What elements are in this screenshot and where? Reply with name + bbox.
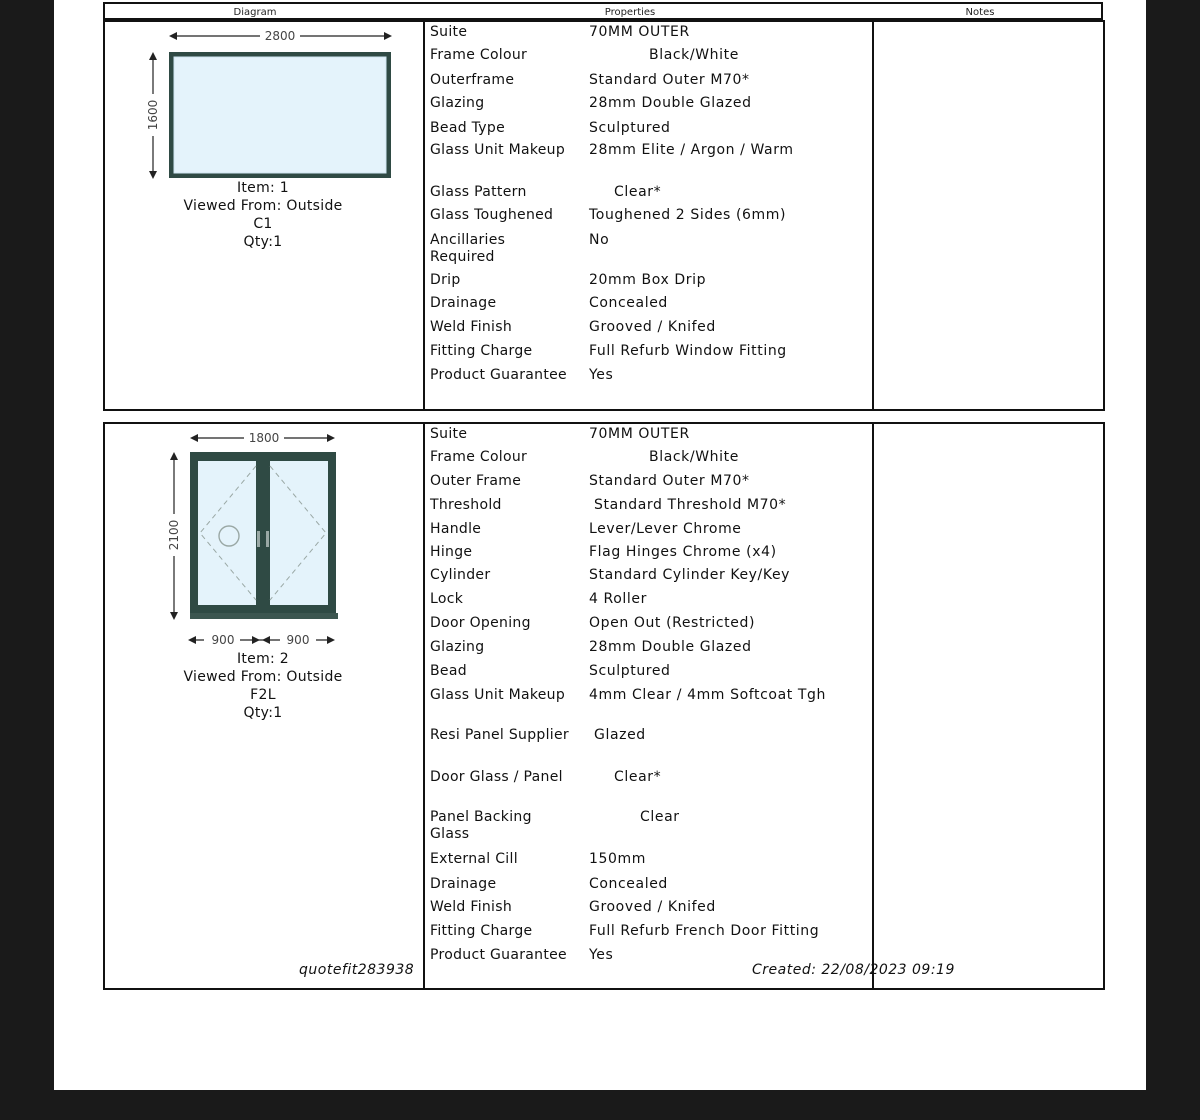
- prop-value: 28mm Double Glazed: [589, 639, 752, 655]
- prop-value: Open Out (Restricted): [589, 615, 756, 631]
- prop-label: Frame Colour: [430, 449, 528, 465]
- header-row: [103, 2, 1103, 20]
- created-timestamp: Created: 22/08/2023 09:19: [752, 962, 955, 978]
- width-dimension: 2800: [264, 29, 296, 43]
- prop-label: Weld Finish: [430, 899, 513, 915]
- prop-label: Glass Unit Makeup: [430, 687, 566, 703]
- prop-label: Cylinder: [430, 567, 491, 583]
- item-1-caption: [143, 179, 383, 251]
- prop-label: Drainage: [430, 876, 497, 892]
- prop-value: Grooved / Knifed: [589, 319, 716, 335]
- header-diagram: Diagram: [233, 7, 277, 18]
- prop-label: Glass Toughened: [430, 207, 554, 223]
- item-code: C1: [253, 216, 273, 232]
- prop-value: Concealed: [589, 295, 668, 311]
- item-qty: Qty:1: [243, 234, 283, 250]
- prop-value: Full Refurb French Door Fitting: [589, 923, 820, 939]
- prop-label: Drip: [430, 272, 461, 288]
- prop-value: Flag Hinges Chrome (x4): [589, 544, 777, 560]
- prop-label: Bead Type: [430, 120, 505, 136]
- prop-label: Bead: [430, 663, 467, 679]
- divider: [423, 20, 425, 411]
- prop-label: Threshold: [430, 497, 502, 513]
- item-qty: Qty:1: [243, 705, 283, 721]
- item-2-caption: [143, 650, 383, 722]
- prop-value: Concealed: [589, 876, 668, 892]
- prop-value: Clear*: [614, 769, 662, 785]
- item-code: F2L: [250, 687, 276, 703]
- door-diagram: [160, 426, 350, 652]
- prop-value: Standard Threshold M70*: [594, 497, 787, 513]
- prop-value: 20mm Box Drip: [589, 272, 707, 288]
- prop-label: Fitting Charge: [430, 343, 533, 359]
- prop-value: Yes: [589, 367, 614, 383]
- prop-value: Standard Outer M70*: [589, 473, 750, 489]
- divider: [872, 422, 874, 990]
- prop-value: Grooved / Knifed: [589, 899, 716, 915]
- prop-label: Outer Frame: [430, 473, 522, 489]
- prop-value: Sculptured: [589, 120, 671, 136]
- viewed-from: Viewed From: Outside: [183, 198, 343, 214]
- prop-value: Full Refurb Window Fitting: [589, 343, 787, 359]
- prop-value: Clear*: [614, 184, 662, 200]
- leaf-left-dimension: 900: [211, 633, 235, 647]
- prop-label: Fitting Charge: [430, 923, 533, 939]
- prop-label: Handle: [430, 521, 482, 537]
- prop-value: 70MM OUTER: [589, 426, 690, 442]
- prop-value: Standard Cylinder Key/Key: [589, 567, 791, 583]
- divider: [872, 20, 874, 411]
- prop-value: Lever/Lever Chrome: [589, 521, 742, 537]
- prop-value: Toughened 2 Sides (6mm): [589, 207, 787, 223]
- prop-label: Weld Finish: [430, 319, 513, 335]
- prop-value: Standard Outer M70*: [589, 72, 750, 88]
- prop-label: Panel Backing Glass: [430, 809, 532, 842]
- prop-value: No: [589, 232, 610, 248]
- prop-label: Glazing: [430, 95, 485, 111]
- prop-label: Door Opening: [430, 615, 531, 631]
- prop-label: Glass Pattern: [430, 184, 527, 200]
- prop-value: 150mm: [589, 851, 646, 867]
- prop-label: Drainage: [430, 295, 497, 311]
- prop-value: Black/White: [649, 449, 739, 465]
- leaf-dimensions: [188, 631, 338, 649]
- prop-label: Product Guarantee: [430, 947, 567, 963]
- prop-label: Glass Unit Makeup: [430, 142, 566, 158]
- prop-label: Frame Colour: [430, 47, 528, 63]
- prop-label: Suite: [430, 426, 468, 442]
- prop-label: Resi Panel Supplier: [430, 727, 569, 743]
- header-properties: Properties: [604, 7, 656, 18]
- prop-value: Clear: [640, 809, 680, 825]
- prop-label: Lock: [430, 591, 464, 607]
- quote-reference: quotefit283938: [299, 962, 415, 978]
- prop-value: Yes: [589, 947, 614, 963]
- prop-value: 70MM OUTER: [589, 24, 690, 40]
- prop-label: Suite: [430, 24, 468, 40]
- prop-label: External Cill: [430, 851, 518, 867]
- prop-value: 28mm Double Glazed: [589, 95, 752, 111]
- header-notes: Notes: [965, 7, 995, 18]
- viewed-from: Viewed From: Outside: [183, 669, 343, 685]
- height-dimension: 2100: [167, 519, 181, 551]
- prop-label: Glazing: [430, 639, 485, 655]
- prop-value: Glazed: [594, 727, 646, 743]
- prop-label: Outerframe: [430, 72, 515, 88]
- prop-value: Black/White: [649, 47, 739, 63]
- prop-value: 28mm Elite / Argon / Warm: [589, 142, 794, 158]
- item-number: Item: 2: [236, 651, 290, 667]
- prop-label: Ancillaries Required: [430, 232, 506, 265]
- prop-value: 4 Roller: [589, 591, 647, 607]
- leaf-right-dimension: 900: [286, 633, 310, 647]
- item-number: Item: 1: [236, 180, 290, 196]
- width-dimension: 1800: [248, 431, 280, 445]
- prop-value: 4mm Clear / 4mm Softcoat Tgh: [589, 687, 827, 703]
- prop-label: Door Glass / Panel: [430, 769, 563, 785]
- prop-value: Sculptured: [589, 663, 671, 679]
- height-dimension: 1600: [146, 99, 160, 131]
- prop-label: Product Guarantee: [430, 367, 567, 383]
- window-diagram: [135, 22, 405, 184]
- prop-label: Hinge: [430, 544, 473, 560]
- divider: [423, 422, 425, 990]
